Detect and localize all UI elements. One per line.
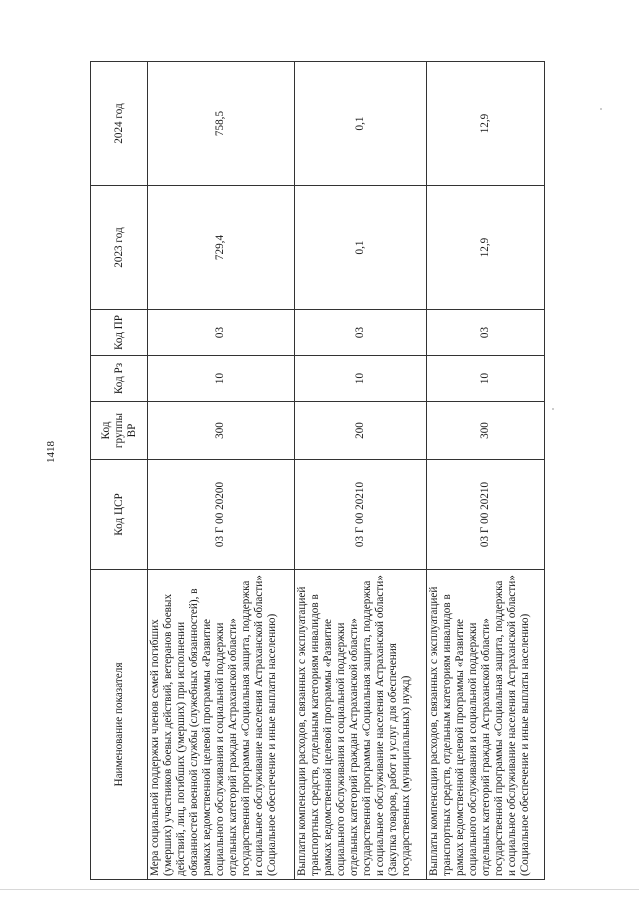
table-row — [426, 62, 544, 880]
row-csr: 03 Г 00 20200 — [148, 460, 295, 570]
row-name: Мера социальной поддержки членов семей погибших (умерших) участников боевых действий, ветеранов боевых действий, лиц, погибших (умерших) при исполнении обязанностей военной службы (служебных обязанностей), в рамках ведомственной целевой программы «Развитие социального обслуживания и социальной поддержки отдельных категорий граждан Астраханской области» государственной программы «Социальная защита, поддержка и социальное обслуживание населения Астраханской области» (Социальное обеспечение и иные выплаты населению) — [148, 570, 295, 880]
row-vr: 300 — [426, 402, 544, 460]
rotated-table-container — [90, 62, 545, 880]
scan-speck — [600, 108, 602, 110]
row-2023: 0,1 — [294, 186, 426, 310]
table-row — [148, 62, 295, 880]
table-row — [294, 62, 426, 880]
header-csr: Код ЦСР — [91, 460, 148, 570]
row-pr: 03 — [148, 310, 295, 356]
row-2024: 12,9 — [426, 62, 544, 186]
row-rz: 10 — [294, 356, 426, 402]
row-pr: 03 — [426, 310, 544, 356]
budget-table — [90, 61, 545, 880]
header-pr: Код ПР — [91, 310, 148, 356]
row-csr: 03 Г 00 20210 — [294, 460, 426, 570]
row-rz: 10 — [148, 356, 295, 402]
scan-speck — [552, 408, 554, 410]
row-2023: 729,4 — [148, 186, 295, 310]
row-vr: 200 — [294, 402, 426, 460]
row-2023: 12,9 — [426, 186, 544, 310]
row-name: Выплаты компенсации расходов, связанных с эксплуатацией транспортных средств, отдельным категориям инвалидов в рамках ведомственной целевой программы «Развитие социального обслуживания и социальной поддержки отдельных категорий граждан Астраханской области» государственной программы «Социальная защита, поддержка и социальное обслуживание населения Астраханской области» (Социальное обеспечение и иные выплаты населению) — [426, 570, 544, 880]
header-vr: Код группы ВР — [91, 402, 148, 460]
header-2023: 2023 год — [91, 186, 148, 310]
table-header-row — [91, 62, 148, 880]
header-name: Наименование показателя — [91, 570, 148, 880]
scan-bottom-line — [0, 889, 639, 890]
row-2024: 0,1 — [294, 62, 426, 186]
row-vr: 300 — [148, 402, 295, 460]
row-2024: 758,5 — [148, 62, 295, 186]
row-rz: 10 — [426, 356, 544, 402]
header-2024: 2024 год — [91, 62, 148, 186]
header-rz: Код Рз — [91, 356, 148, 402]
row-name: Выплаты компенсации расходов, связанных с эксплуатацией транспортных средств, отдельным категориям инвалидов в рамках ведомственной целевой программы «Развитие социального обслуживания и социальной поддержки отдельных категорий граждан Астраханской области» государственной программы «Социальная защита, поддержка и социальное обслуживание населения Астраханской области» (Закупка товаров, работ и услуг для обеспечения государственных (муниципальных) нужд) — [294, 570, 426, 880]
row-csr: 03 Г 00 20210 — [426, 460, 544, 570]
row-pr: 03 — [294, 310, 426, 356]
page-number: 1418 — [45, 441, 57, 463]
